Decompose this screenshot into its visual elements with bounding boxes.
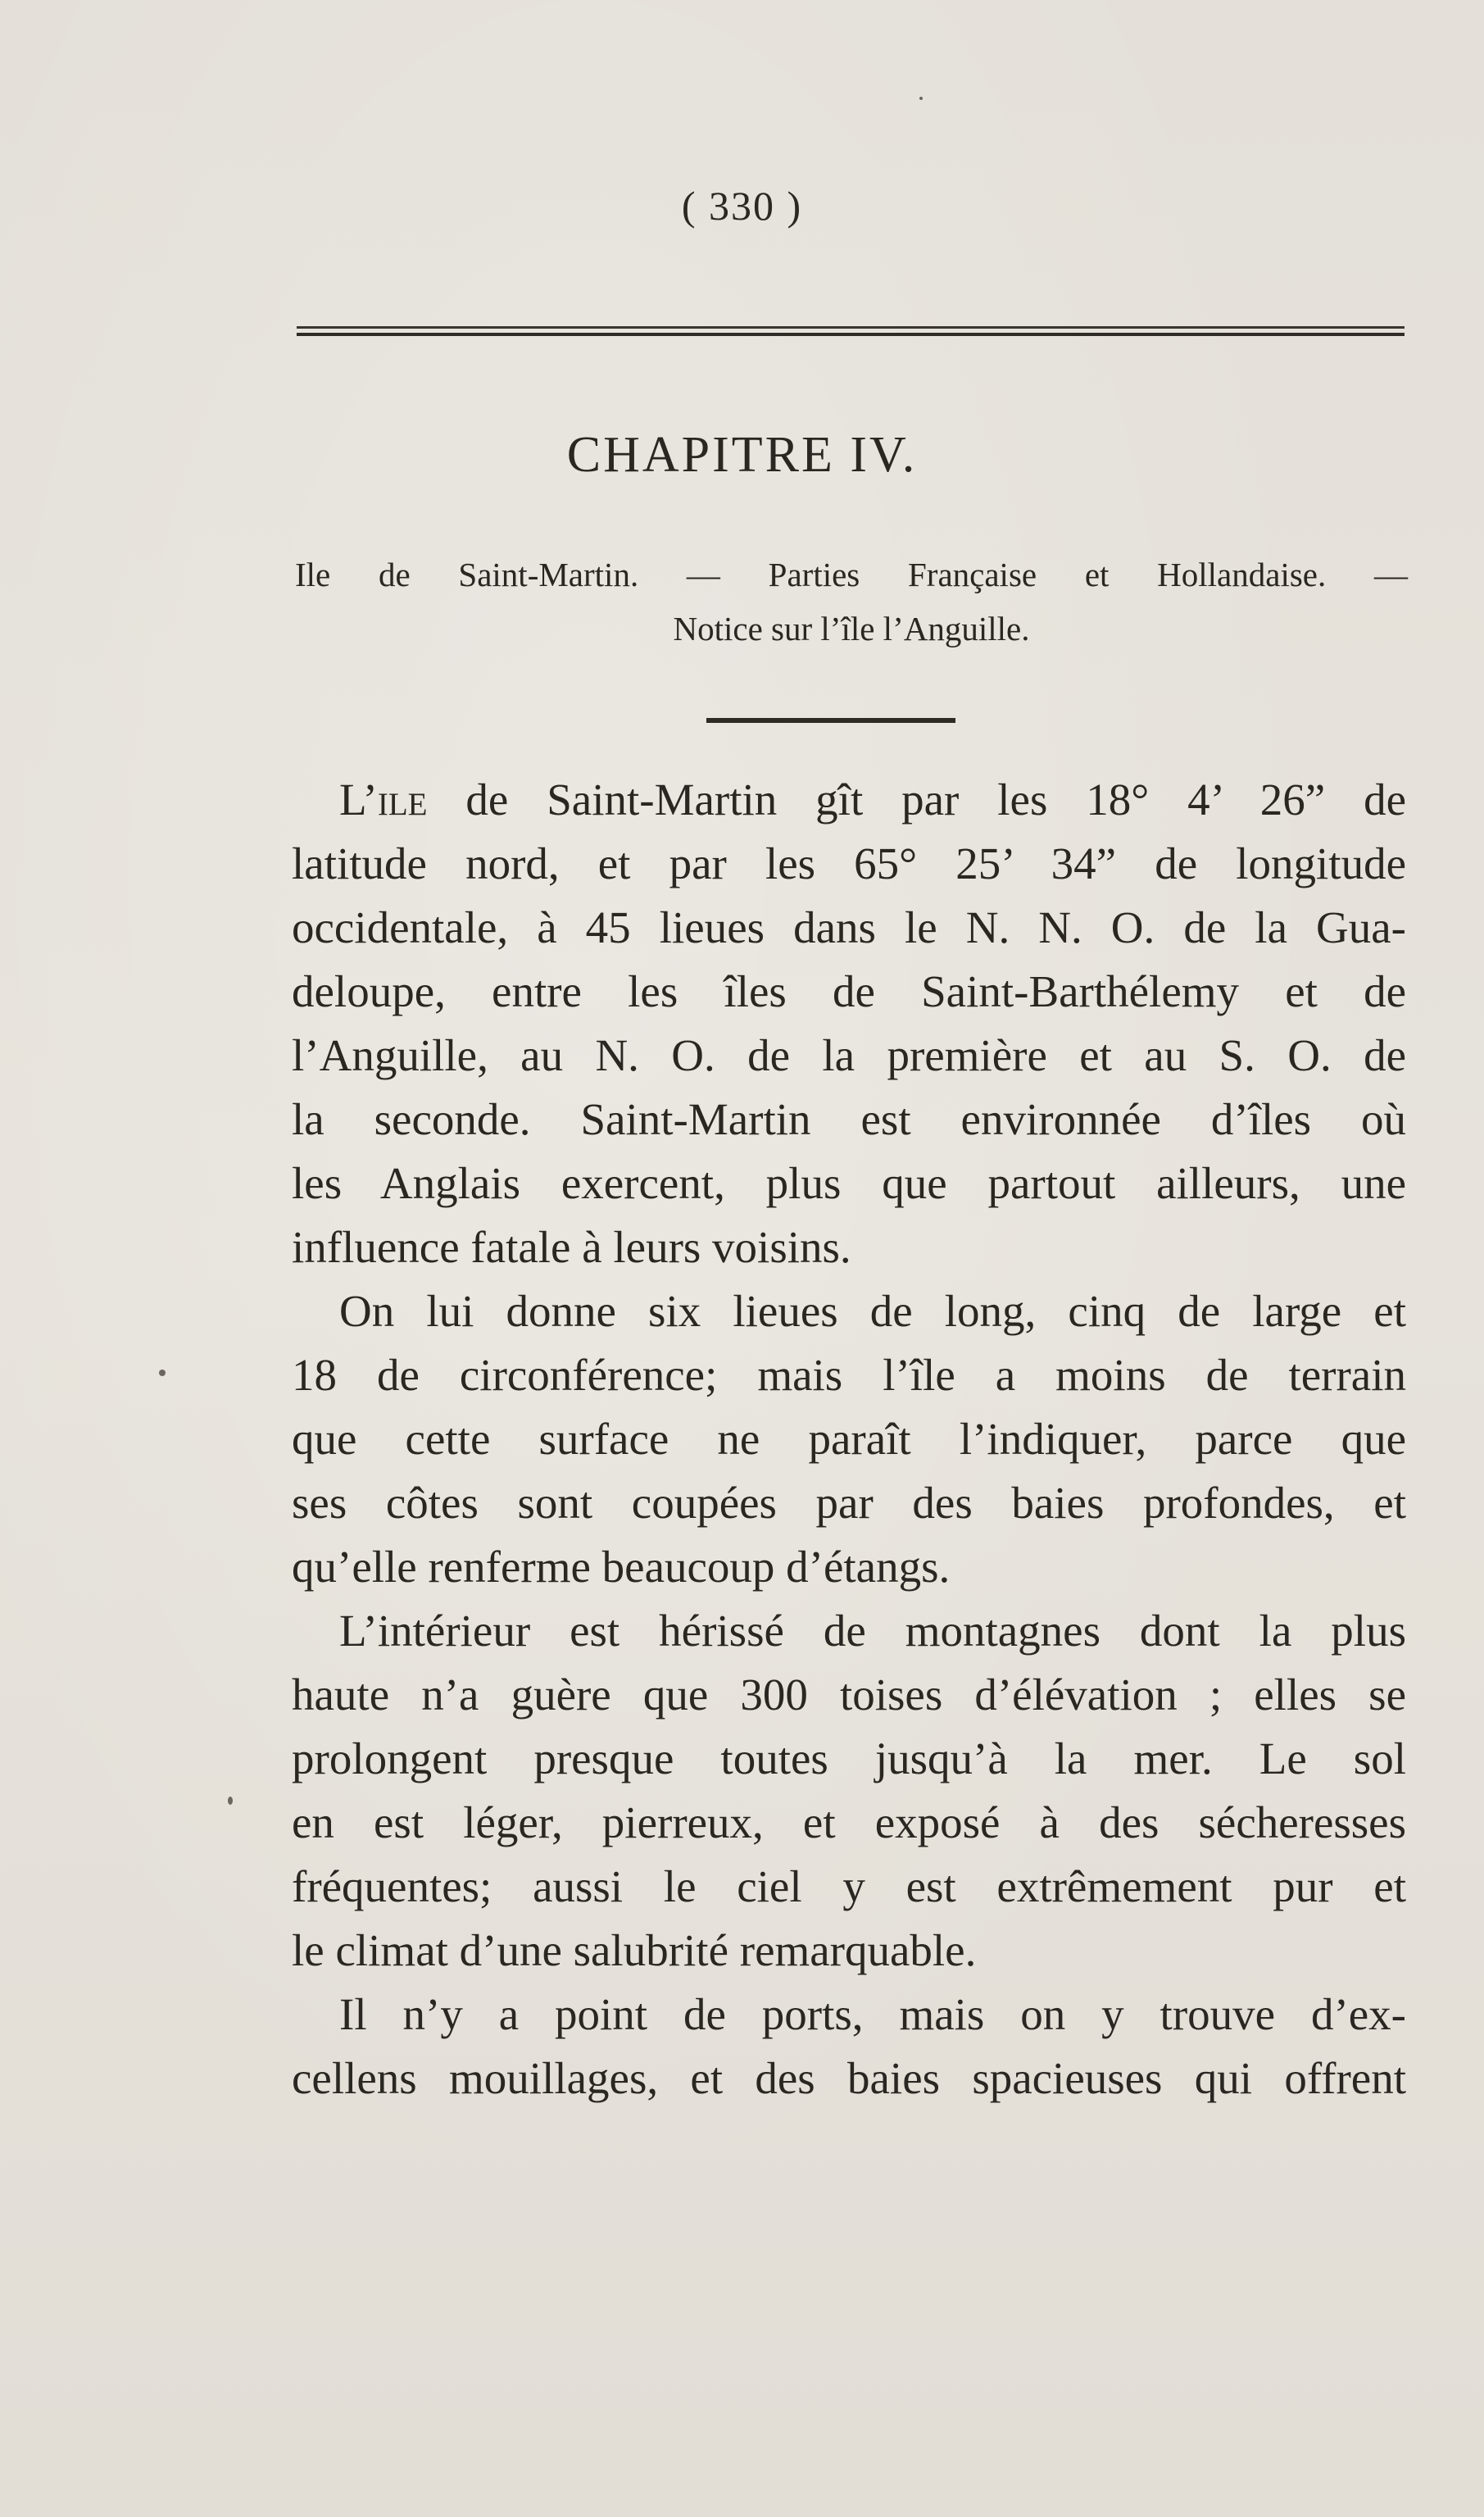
paper-speck — [228, 1797, 233, 1805]
header-rule-thin — [297, 326, 1405, 329]
body-line: prolongent presque toutes jusqu’à la mer. Le sol — [292, 1733, 1406, 1783]
body-line: On lui donne six lieues de long, cinq de large et — [339, 1286, 1406, 1336]
body-line: l’Anguille, au N. O. de la première et au S. O. de — [292, 1030, 1406, 1080]
summary-line: Notice sur l’île l’Anguille. — [673, 610, 1030, 647]
lead-word: L’ile — [339, 775, 428, 825]
page-number: ( 330 ) — [681, 183, 803, 229]
body-line: cellens mouillages, et des baies spacieuses qui offrent — [292, 2053, 1406, 2103]
header-rule-thick — [297, 333, 1405, 336]
body-text — [292, 768, 1406, 2110]
body-line: latitude nord, et par les 65° 25’ 34” de longitude — [292, 838, 1406, 888]
body-line: en est léger, pierreux, et exposé à des sécheresses — [292, 1797, 1406, 1847]
chapter-summary — [295, 547, 1408, 656]
section-divider — [706, 718, 955, 723]
body-line: ses côtes sont coupées par des baies profondes, et — [292, 1478, 1406, 1528]
body-line: Il n’y a point de ports, mais on y trouve d’ex- — [339, 1989, 1406, 2039]
body-line: L’intérieur est hérissé de montagnes dont la plus — [339, 1606, 1406, 1656]
body-line: influence fatale à leurs voisins. — [292, 1222, 851, 1272]
body-line: qu’elle renferme beaucoup d’étangs. — [292, 1542, 951, 1592]
paper-speck — [919, 97, 923, 100]
body-line: les Anglais exercent, plus que partout ailleurs, une — [292, 1158, 1406, 1208]
body-line: deloupe, entre les îles de Saint-Barthélemy et de — [292, 966, 1406, 1016]
body-line: que cette surface ne paraît l’indiquer, parce que — [292, 1414, 1406, 1464]
header-double-rule — [297, 326, 1405, 336]
body-line-text: de Saint-Martin gît par les 18° 4’ 26” de — [427, 775, 1406, 825]
body-line: haute n’a guère que 300 toises d’élévation ; elles se — [292, 1670, 1406, 1720]
body-line — [292, 768, 1406, 832]
paper-speck — [159, 1370, 166, 1376]
summary-line: Ile de Saint-Martin. — Parties Française et Hollandaise. — — [295, 556, 1408, 593]
body-line: 18 de circonférence; mais l’île a moins de terrain — [292, 1350, 1406, 1400]
body-line: fréquentes; aussi le ciel y est extrêmement pur et — [292, 1861, 1406, 1911]
body-line: le climat d’une salubrité remarquable. — [292, 1925, 977, 1975]
body-line: la seconde. Saint-Martin est environnée d’îles où — [292, 1094, 1406, 1144]
chapter-title: CHAPITRE IV. — [566, 427, 918, 483]
body-line: occidentale, à 45 lieues dans le N. N. O. de la Gua- — [292, 902, 1406, 952]
